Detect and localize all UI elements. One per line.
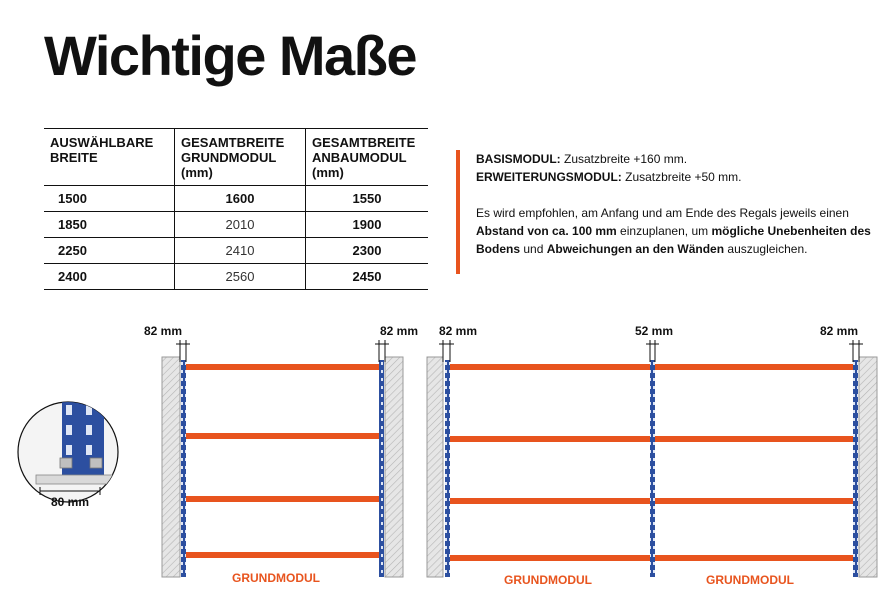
info-line-base: BASISMODUL: Zusatzbreite +160 mm. — [476, 152, 688, 166]
beam — [450, 436, 650, 442]
upright-right — [853, 360, 858, 577]
module-label-base: GRUNDMODUL — [232, 571, 320, 585]
gap-label-right: 82 mm — [380, 324, 419, 338]
cell-width: 2400 — [44, 264, 175, 290]
cell-base-total: 1600 — [175, 186, 306, 212]
cell-ext-total: 2300 — [306, 238, 429, 264]
gap-label-right: 82 mm — [820, 324, 859, 338]
shelf-single-module — [144, 324, 418, 585]
upright-detail — [18, 395, 124, 509]
beam — [450, 498, 650, 504]
cell-ext-total: 1550 — [306, 186, 429, 212]
beam — [655, 436, 853, 442]
header-selectable-width: AUSWÄHLBARE BREITE — [44, 129, 175, 186]
dim-middle — [646, 340, 659, 362]
beam — [450, 555, 650, 561]
cell-base-total: 2010 — [175, 212, 306, 238]
wall-left — [162, 357, 180, 577]
gap-label-left: 82 mm — [144, 324, 183, 338]
info-line-extension: ERWEITERUNGSMODUL: Zusatzbreite +50 mm. — [476, 170, 742, 184]
wall-right — [859, 357, 877, 577]
cell-base-total: 2560 — [175, 264, 306, 290]
beam — [655, 364, 853, 370]
base-plate — [36, 475, 124, 484]
shelf-two-modules — [427, 324, 877, 587]
upright-middle — [650, 360, 655, 577]
info-recommendation: Es wird empfohlen, am Anfang und am Ende des Regals jeweils einen Abstand von ca. 100 mm einzuplanen, um mögliche Unebenheiten des Bodens und Abweichungen an den Wänden auszugleichen. — [476, 206, 871, 256]
page-title: Wichtige Maße — [44, 24, 417, 87]
upright-right — [379, 360, 384, 577]
module-label-first: GRUNDMODUL — [504, 573, 592, 587]
beam — [186, 433, 379, 439]
upright-left — [181, 360, 186, 577]
header-total-width-base: GESAMTBREITE GRUNDMODUL (mm) — [175, 129, 306, 186]
beam — [186, 364, 379, 370]
cell-width: 2250 — [44, 238, 175, 264]
header-total-width-extension: GESAMTBREITE ANBAUMODUL (mm) — [306, 129, 429, 186]
cell-base-total: 2410 — [175, 238, 306, 264]
upright-left — [445, 360, 450, 577]
beam — [655, 555, 853, 561]
cell-ext-total: 2450 — [306, 264, 429, 290]
module-label-second: GRUNDMODUL — [706, 573, 794, 587]
beams — [186, 364, 379, 558]
cell-width: 1850 — [44, 212, 175, 238]
gap-label-left: 82 mm — [439, 324, 478, 338]
cell-ext-total: 1900 — [306, 212, 429, 238]
beam — [186, 552, 379, 558]
beam — [655, 498, 853, 504]
gap-label-middle: 52 mm — [635, 324, 674, 338]
cell-width: 1500 — [44, 186, 175, 212]
wall-right — [385, 357, 403, 577]
upright-width-label: 80 mm — [50, 495, 90, 509]
beam — [186, 496, 379, 502]
wall-left — [427, 357, 443, 577]
beam — [450, 364, 650, 370]
